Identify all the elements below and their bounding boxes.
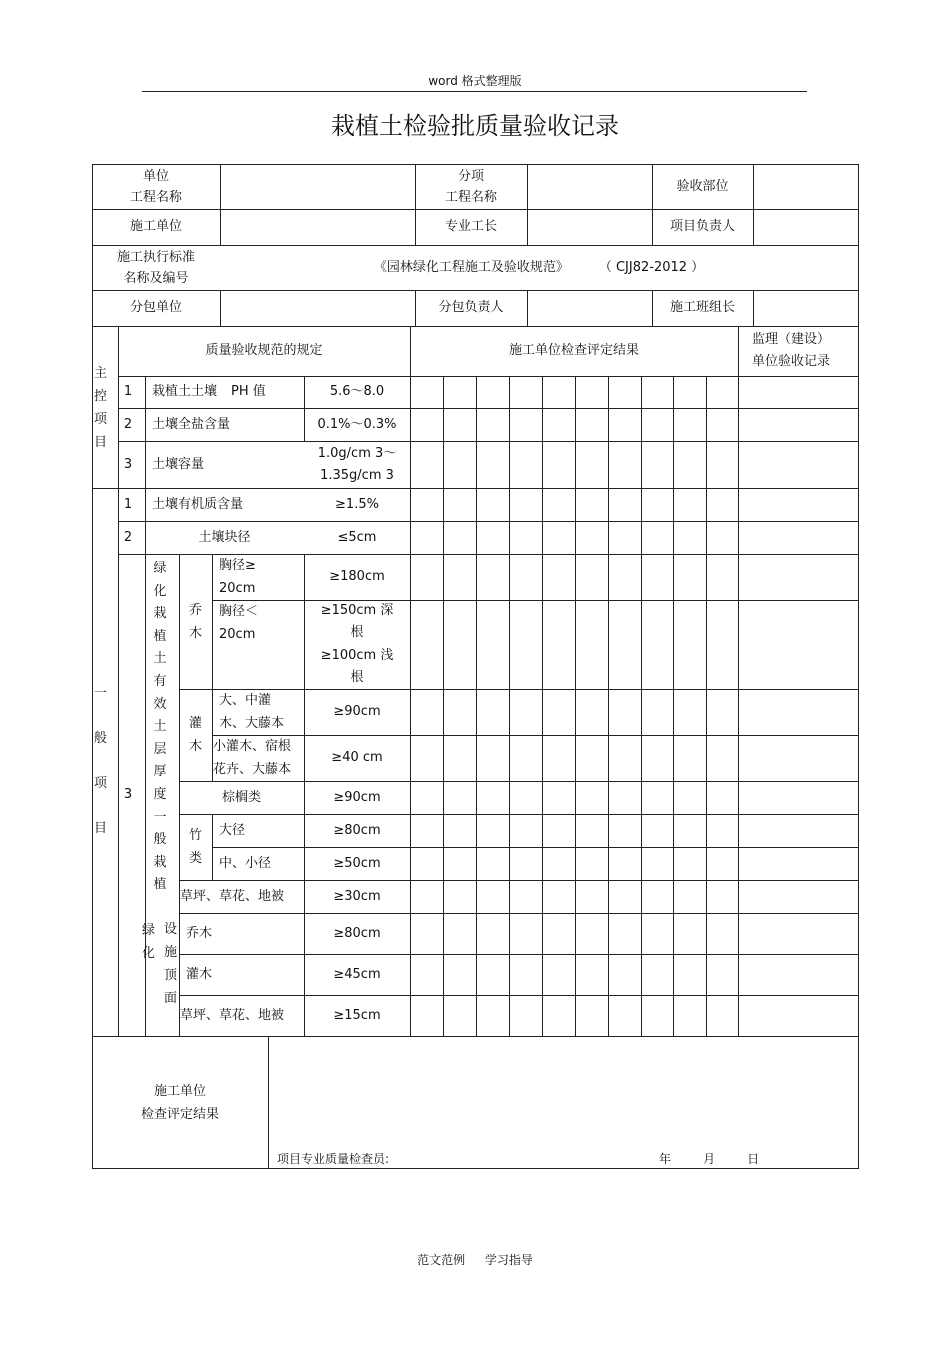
grid-line [673,376,674,1036]
table-border-right [858,164,859,1168]
grid-line [527,290,528,326]
page-header: word 格式整理版 [428,74,522,88]
roof-lawn-label: 草坪、草花、地被 [180,1007,285,1023]
grid-line [575,376,576,1036]
main-item-name: 土壤容量 [152,456,205,472]
bamboo-small-value: ≥50cm [333,855,381,871]
grid-line [443,376,444,1036]
grid-line [527,164,528,245]
grid-line [641,376,642,1036]
shrub-small-label: 小灌木、宿根 花卉、大藤本 [213,739,292,777]
grid-line [410,326,411,1036]
grid-line [542,376,543,1036]
main-item-no: 2 [123,416,133,432]
roof-tree-value: ≥80cm [333,925,381,941]
main-item-no: 1 [123,384,133,399]
main-item-no: 3 [123,456,133,472]
project-manager-label: 项目负责人 [669,219,735,234]
tree-small-value: ≥150cm 深 根 ≥100cm 浅 根 [320,602,394,685]
roof-lawn-value: ≥15cm [333,1007,381,1023]
palm-label: 棕榈类 [221,789,261,805]
roof-greening-label-left: 绿 化 [141,923,155,961]
grid-line [220,164,221,245]
page-footer: 范文范例 学习指导 [417,1253,533,1267]
bamboo-big-value: ≥80cm [333,822,381,838]
shrub-big-label: 大、中灌 木、大藤本 [219,693,285,731]
grid-line [738,326,739,1036]
grid-line [476,376,477,1036]
grid-line [92,1036,859,1037]
supervision-header: 监理（建设） 单位验收记录 [752,332,831,369]
general-item-name: 土壤有机质含量 [152,496,244,512]
main-item-value: 5.6～8.0 [329,384,385,399]
tree-small-diameter: 胸径＜ 20cm [219,604,259,642]
shrub-big-value: ≥90cm [333,704,381,719]
tree-big-value: ≥180cm [329,569,385,584]
construction-result-label: 施工单位 检查评定结果 [140,1084,219,1122]
unit-project-label: 单位 工程名称 [129,168,182,205]
general-item-name: 土壤块径 [198,529,251,545]
general-item-no: 2 [123,529,133,545]
grid-line [706,376,707,1036]
subcontractor-label: 分包单位 [129,300,182,315]
lawn-value: ≥30cm [333,888,381,904]
bamboo-small-label: 中、小径 [219,855,272,871]
grid-line [608,376,609,1036]
standard-value: 《园林绿化工程施工及验收规范》 （ CJJ82-2012 ） [373,259,705,275]
construction-unit-label: 施工单位 [129,219,182,234]
result-header: 施工单位检查评定结果 [508,343,639,358]
main-item-name: 土壤全盐含量 [152,416,231,432]
inspector-signature-line: 项目专业质量检查员: 年 月 日 [277,1152,760,1166]
main-control-label: 主 控 项 目 [93,366,107,450]
sub-project-label: 分项 工程名称 [444,168,497,205]
grid-line [220,290,221,326]
grid-line [753,164,754,245]
roof-greening-label-right: 设 施 顶 面 [163,922,177,1006]
general-label: 一 般 项 目 [93,686,107,836]
shrub-category-label: 灌 木 [188,716,202,754]
standard-label: 施工执行标准 名称及编号 [116,249,195,286]
page-title: 栽植土检验批质量验收记录 [331,112,619,140]
soil-depth-group-label: 绿 化 栽 植 土 有 效 土 层 厚 度 一 般 栽 植 [153,561,167,893]
main-item-value: 0.1%～0.3% [317,416,397,432]
tree-category-label: 乔 木 [188,602,202,641]
sub-manager-label: 分包负责人 [438,300,504,315]
grid-line [268,1036,269,1168]
lawn-label: 草坪、草花、地被 [180,888,285,904]
tree-big-diameter: 胸径≥ 20cm [219,558,256,596]
general-item-no: 3 [123,787,133,802]
main-item-name: 栽植土土壤 PH 值 [152,384,266,399]
roof-shrub-label: 灌木 [186,966,213,982]
main-item-value: 1.0g/cm 3～ 1.35g/cm 3 [317,445,397,483]
general-item-no: 1 [123,496,133,512]
palm-value: ≥90cm [333,789,381,805]
grid-line [753,290,754,326]
grid-line [509,376,510,1036]
bamboo-category-label: 竹 类 [188,828,202,866]
shrub-small-value: ≥40 cm [331,750,383,765]
bamboo-big-label: 大径 [219,822,246,838]
foreman-label: 专业工长 [444,219,497,234]
acceptance-part-label: 验收部位 [676,178,729,194]
general-item-value: ≥1.5% [335,496,379,512]
roof-tree-label: 乔木 [186,925,213,941]
spec-header: 质量验收规范的规定 [205,343,323,358]
general-item-value: ≤5cm [337,529,377,545]
team-leader-label: 施工班组长 [669,300,735,315]
roof-shrub-value: ≥45cm [333,966,381,982]
